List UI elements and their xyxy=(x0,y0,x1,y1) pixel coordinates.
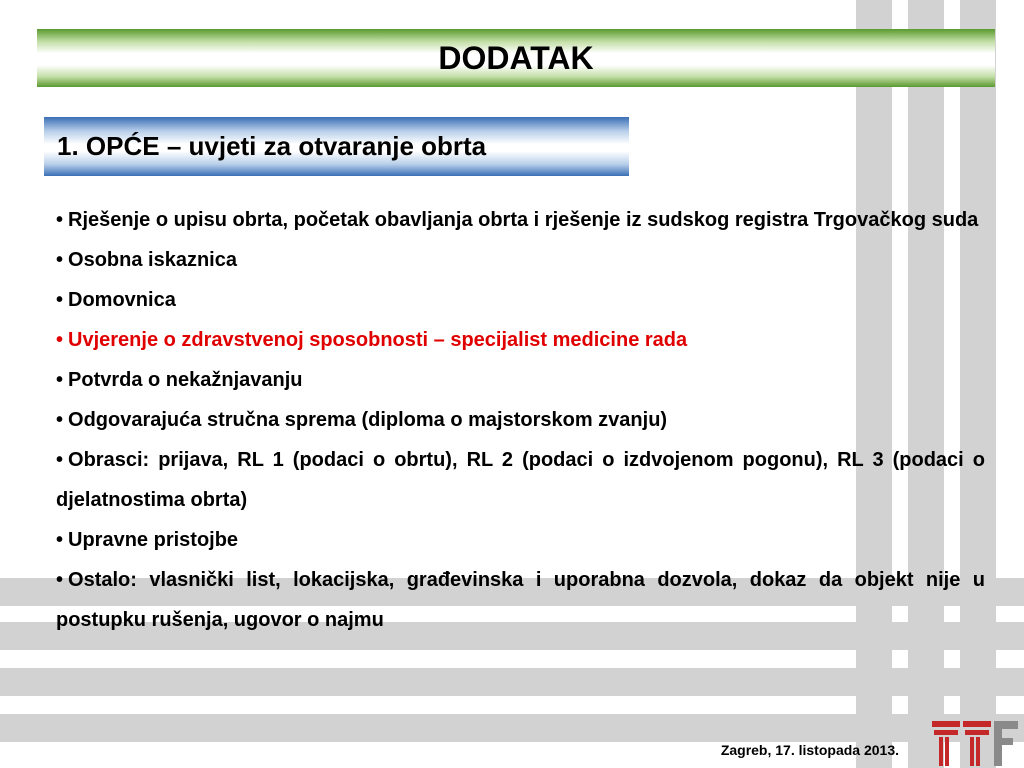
bullet-item xyxy=(56,520,985,560)
logo-letter-t2 xyxy=(963,721,991,766)
bullet-text: Obrasci: prijava, RL 1 (podaci o obrtu), RL 2 (podaci o izdvojenom pogonu), RL 3 (podaci o djelatnostima obrta) xyxy=(56,449,985,511)
section-heading: 1. OPĆE – uvjeti za otvaranje obrta xyxy=(57,131,487,161)
bullet-text: Rješenje o upisu obrta, početak obavljanja obrta i rješenje iz sudskog registra Trgovačkog suda xyxy=(68,209,979,231)
bullet-icon: • xyxy=(56,329,64,351)
logo-letter-t1 xyxy=(932,721,960,766)
bullet-item xyxy=(56,240,985,280)
bullet-icon: • xyxy=(56,409,64,431)
bullet-item xyxy=(56,440,985,520)
ttf-logo xyxy=(930,718,1020,766)
bullet-icon: • xyxy=(56,249,64,271)
bullet-list xyxy=(56,200,985,640)
content-area xyxy=(56,200,985,640)
bullet-text: Uvjerenje o zdravstvenoj sposobnosti – specijalist medicine rada xyxy=(68,329,688,351)
bullet-item xyxy=(56,280,985,320)
bullet-item xyxy=(56,560,985,640)
bullet-text: Odgovarajuća stručna sprema (diploma o majstorskom zvanju) xyxy=(68,409,668,431)
bullet-icon: • xyxy=(56,369,64,391)
bullet-icon: • xyxy=(56,449,64,471)
title-bar xyxy=(37,29,995,87)
bullet-text: Potvrda o nekažnjavanju xyxy=(68,369,303,391)
bg-horizontal-stripe xyxy=(0,668,1024,696)
bullet-text: Ostalo: vlasnički list, lokacijska, građevinska i uporabna dozvola, dokaz da objekt nije u postupku rušenja, ugovor o najmu xyxy=(56,569,985,631)
bullet-icon: • xyxy=(56,569,64,591)
bg-horizontal-stripe xyxy=(0,714,1024,742)
bullet-text: Domovnica xyxy=(68,289,176,311)
section-header xyxy=(44,117,629,176)
footer-date: Zagreb, 17. listopada 2013. xyxy=(720,742,899,758)
bullet-item xyxy=(56,200,985,240)
bullet-item xyxy=(56,400,985,440)
logo-letter-f xyxy=(994,721,1018,766)
bullet-text: Osobna iskaznica xyxy=(68,249,237,271)
bullet-icon: • xyxy=(56,529,64,551)
slide-title: DODATAK xyxy=(438,39,594,76)
bullet-icon: • xyxy=(56,209,64,231)
bullet-text: Upravne pristojbe xyxy=(68,529,239,551)
bullet-item xyxy=(56,360,985,400)
bullet-item xyxy=(56,320,985,360)
bullet-icon: • xyxy=(56,289,64,311)
